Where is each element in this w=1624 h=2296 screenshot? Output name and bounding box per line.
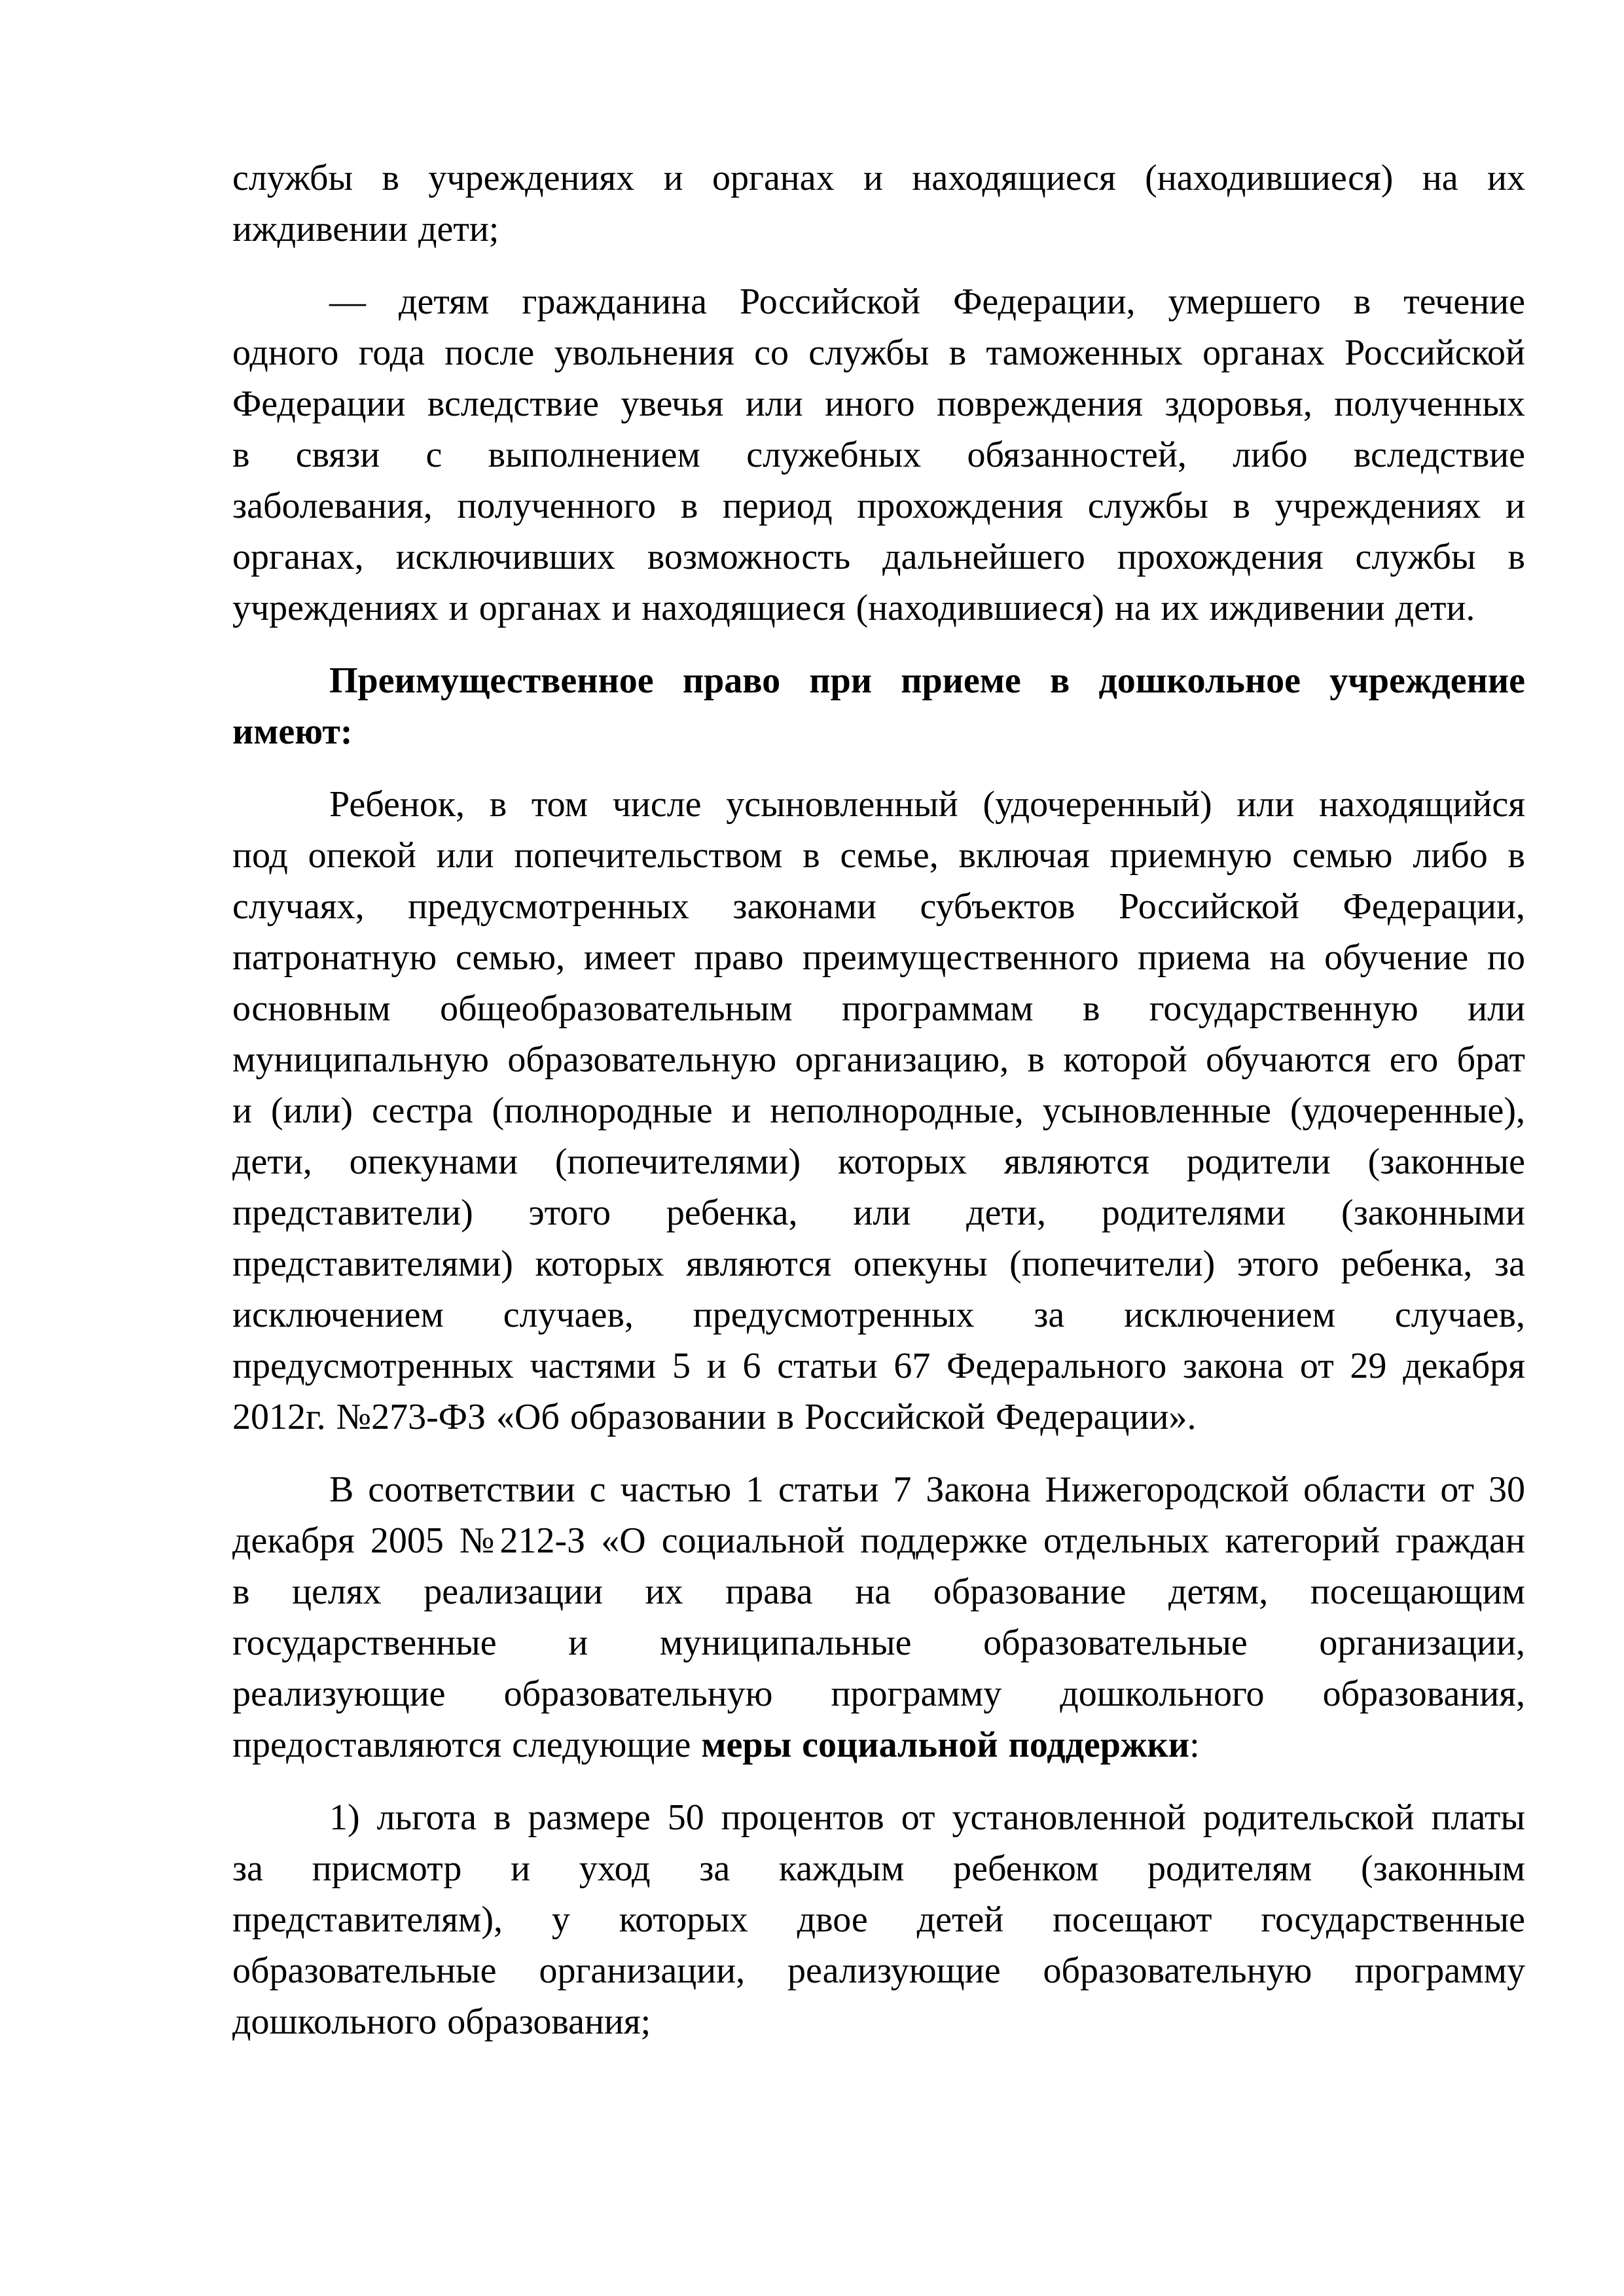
text-line: представителям), у которых двое детей посещают государственные: [232, 1899, 1525, 1940]
text-line: 1) льгота в размере 50 процентов от установленной родительской платы: [329, 1797, 1525, 1838]
text-line: основным общеобразовательным программам в государственную или: [232, 988, 1525, 1029]
text-line: под опекой или попечительством в семье, включая приемную семью либо в: [232, 835, 1525, 876]
text-line: службы в учреждениях и органах и находящиеся (находившиеся) на их: [232, 158, 1525, 198]
text-line: органах, исключивших возможность дальнейшего прохождения службы в: [232, 537, 1525, 577]
paragraph-regional-law-support: [232, 1464, 1525, 1770]
text-line: Преимущественное право при приеме в дошкольное учреждение: [329, 660, 1525, 701]
text-line: [232, 1719, 1525, 1770]
text-line: в целях реализации их права на образование детям, посещающим: [232, 1571, 1525, 1612]
text-line: Федерации вследствие увечья или иного повреждения здоровья, полученных: [232, 384, 1525, 424]
text-line: представители) этого ребенка, или дети, родителями (законными: [232, 1193, 1525, 1233]
bold-text-support-measures: меры социальной поддержки: [701, 1725, 1190, 1765]
text-line: В соответствии с частью 1 статьи 7 Закона Нижегородской области от 30: [329, 1469, 1525, 1510]
text-line: иждивении дети;: [232, 209, 499, 249]
text-line: — детям гражданина Российской Федерации, умершего в течение: [329, 281, 1525, 322]
paragraph-customs-deceased-children: [232, 276, 1525, 634]
text-line: за присмотр и уход за каждым ребенком родителям (законным: [232, 1848, 1525, 1889]
text-line: и (или) сестра (полнородные и неполнородные, усыновленные (удочеренные),: [232, 1090, 1525, 1131]
text-line: патронатную семью, имеет право преимущественного приема на обучение по: [232, 937, 1525, 978]
text-line: декабря 2005 №212-З «О социальной поддержке отдельных категорий граждан: [232, 1520, 1525, 1561]
heading-preferential-right: [232, 655, 1525, 757]
text-line: случаях, предусмотренных законами субъектов Российской Федерации,: [232, 886, 1525, 927]
text-line: в связи с выполнением служебных обязанностей, либо вследствие: [232, 435, 1525, 475]
text-line: 2012г. №273-ФЗ «Об образовании в Российской Федерации».: [232, 1397, 1197, 1437]
text-line: образовательные организации, реализующие образовательную программу: [232, 1950, 1525, 1991]
paragraph-benefit-50-percent: [232, 1792, 1525, 2047]
text-line: дети, опекунами (попечителями) которых являются родители (законные: [232, 1141, 1525, 1182]
text-run: предоставляются следующие: [232, 1725, 702, 1765]
text-line: представителями) которых являются опекуны (попечители) этого ребенка, за: [232, 1244, 1525, 1284]
text-line: исключением случаев, предусмотренных за исключением случаев,: [232, 1295, 1525, 1335]
paragraph-sibling-priority: [232, 779, 1525, 1443]
text-line: заболевания, полученного в период прохождения службы в учреждениях и: [232, 486, 1525, 526]
text-line: государственные и муниципальные образовательные организации,: [232, 1623, 1525, 1663]
text-line: Ребенок, в том числе усыновленный (удочеренный) или находящийся: [329, 784, 1525, 825]
text-run: :: [1189, 1725, 1200, 1765]
paragraph-dependents-continuation: [232, 152, 1525, 255]
text-line: одного года после увольнения со службы в таможенных органах Российской: [232, 332, 1525, 373]
text-line: предусмотренных частями 5 и 6 статьи 67 Федерального закона от 29 декабря: [232, 1346, 1525, 1386]
text-line: учреждениях и органах и находящиеся (находившиеся) на их иждивении дети.: [232, 588, 1475, 628]
text-line: реализующие образовательную программу дошкольного образования,: [232, 1674, 1525, 1714]
text-line: дошкольного образования;: [232, 2001, 651, 2042]
text-line: муниципальную образовательную организацию, в которой обучаются его брат: [232, 1039, 1525, 1080]
text-line: имеют:: [232, 711, 353, 752]
